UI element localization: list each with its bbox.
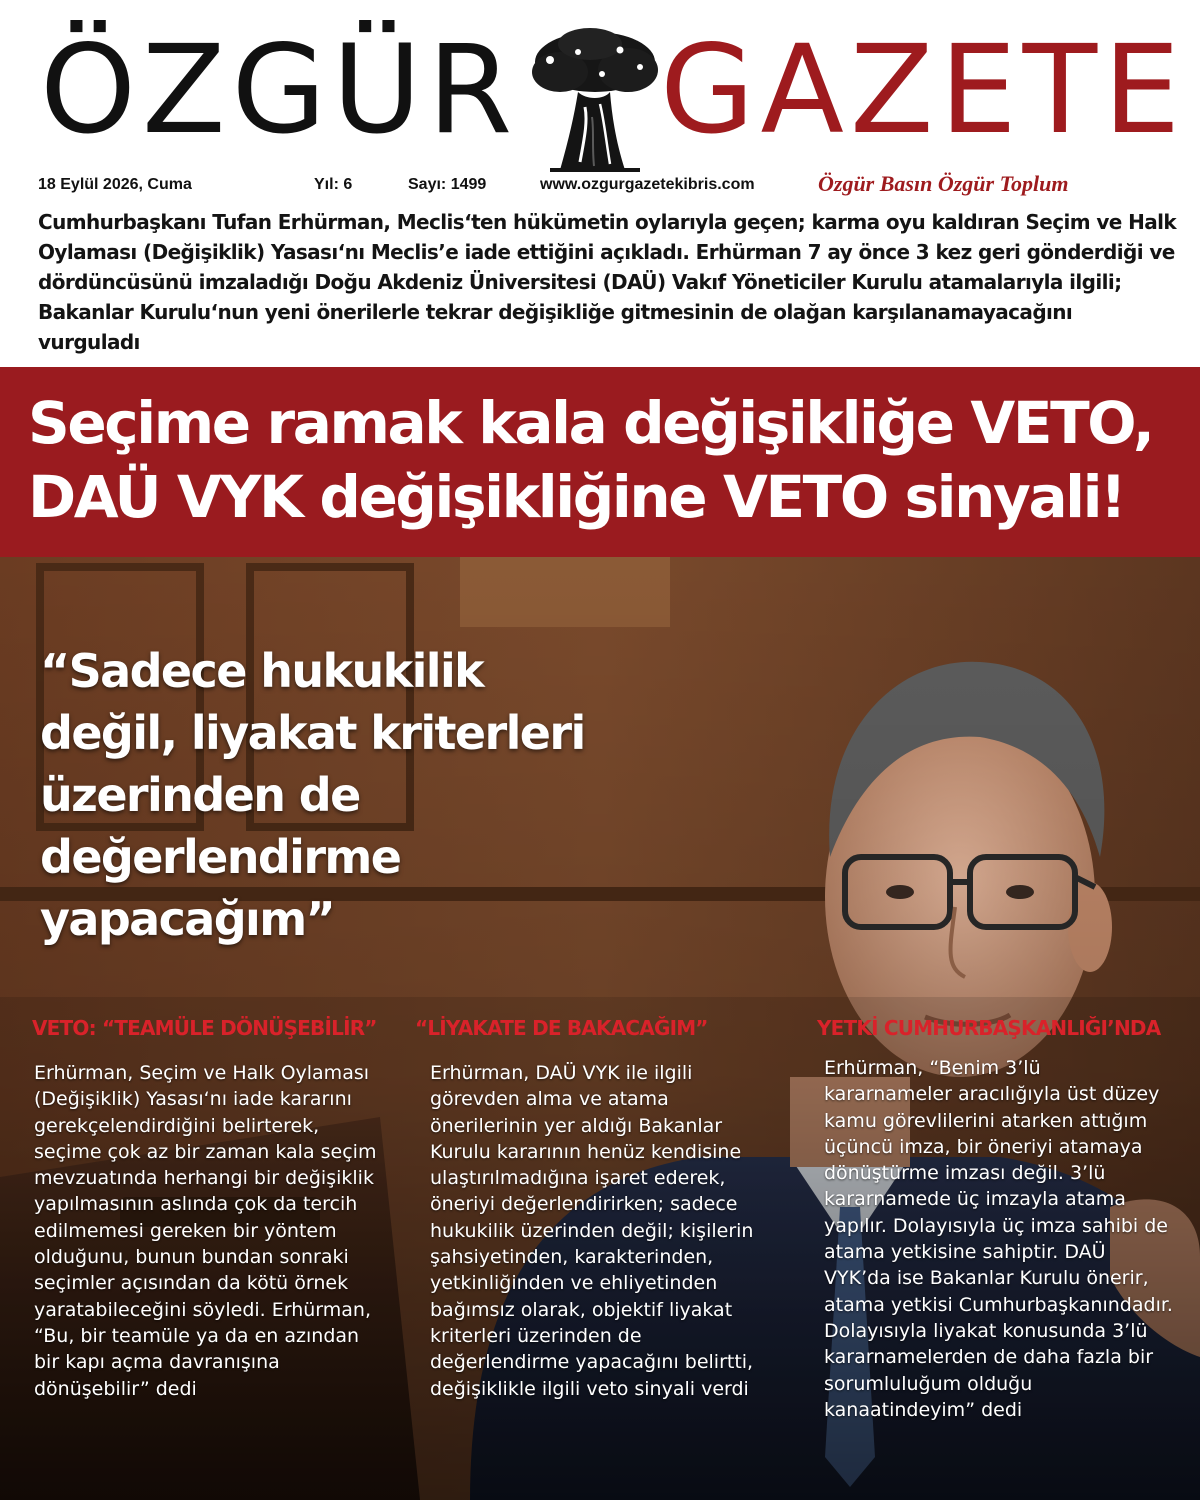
logo-ozgur: ÖZGÜR (40, 19, 519, 161)
pull-quote: “Sadece hukukilik değil, liyakat kriterleri üzerinden de değerlendirme yapacağım” (40, 644, 585, 946)
logo-gazete: GAZETE (660, 19, 1187, 161)
column-3-heading: YETKİ CUMHURBAŞKANLIĞI’NDA (817, 1016, 1161, 1040)
issue-date: 18 Eylül 2026, Cuma (38, 176, 192, 193)
issue-year: Yıl: 6 (314, 176, 353, 193)
summary-paragraph: Cumhurbaşkanı Tufan Erhürman, Meclis‘ten hükümetin oylarıyla geçen; karma oyu kaldıran Seçim ve Halk Oylaması (Değişiklik) Yasası‘nı Meclis’e iade ettiğini açıkladı. Erhürman 7 ay önce 3 kez geri gönderdiği ve dördüncüsünü imzaladığı Doğu Akdeniz Üniversitesi (DAÜ) Vakıf Yöneticiler Kurulu atamalarıyla ilgili; Bakanlar Kurulu‘nun yeni önerilerle tekrar değişikliğe gitmesinin de olağan karşılanamayacağını vurguladı (38, 210, 1177, 354)
headline (28, 386, 1178, 534)
masthead (0, 0, 1200, 200)
column-2-heading: “LİYAKATE DE BAKACAĞIM” (415, 1016, 708, 1040)
column-2-text: Erhürman, DAÜ VYK ile ilgili görevden alma ve atama önerilerinin yer aldığı Bakanlar Kurulu kararının henüz kendisine ulaştırılmadığına işaret ederek, öneriyi değerlendirirken; sadece hukukilik üzerinden değil; kişilerin şahsiyetinden, karakterinden, yetkinliğinden ve ehliyetinden bağımsız olarak, objektif liyakat kriterleri üzerinden de değerlendirme yapacağını belirtti, değişiklikle ilgili veto sinyali verdi (430, 1062, 754, 1400)
column-3-text: Erhürman, “Benim 3’lü kararnameler aracılığıyla üst düzey kamu görevlilerini atarken attığım üçüncü imza, bir öneriyi atamaya dönüştürme imzası değil. 3’lü kararnamede üç imzayla atama yapılır. Dolayısıyla üç imza sahibi de atama yetkisine sahiptir. DAÜ VYK’da ise Bakanlar Kurulu önerir, atama yetkisi Cumhurbaşkanındadır. Dolayısıyla liyakat konusunda 3’lü kararnamelerden de daha fazla bir sorumluluğum olduğu kanaatindeyim” dedi (824, 1057, 1173, 1421)
slogan: Özgür Basın Özgür Toplum (818, 171, 1069, 196)
issue-number: Sayı: 1499 (408, 176, 487, 193)
website-link[interactable]: www.ozgurgazetekibris.com (540, 176, 755, 193)
column-1-text: Erhürman, Seçim ve Halk Oylaması (Değişiklik) Yasası‘nı iade kararını gerekçelendirdiğini belirterek, seçime çok az bir zaman kala seçim mevzuatında herhangi bir değişiklik yapılmasının aslında çok da tercih edilmemesi gereken bir yöntem olduğunu, bunun bundan sonraki seçimler açısından da kötü örnek yaratabileceğini söyledi. Erhürman, “Bu, bir teamüle ya da en azından bir kapı açma davranışına dönüşebilir” dedi (34, 1062, 377, 1400)
column-1-heading: VETO: “TEAMÜLE DÖNÜŞEBİLİR” (32, 1016, 377, 1040)
olive-tree-icon (530, 22, 660, 172)
headline-line-1: Seçime ramak kala değişikliğe VETO, (28, 389, 1153, 457)
headline-line-2: DAÜ VYK değişikliğine VETO sinyali! (28, 463, 1125, 531)
